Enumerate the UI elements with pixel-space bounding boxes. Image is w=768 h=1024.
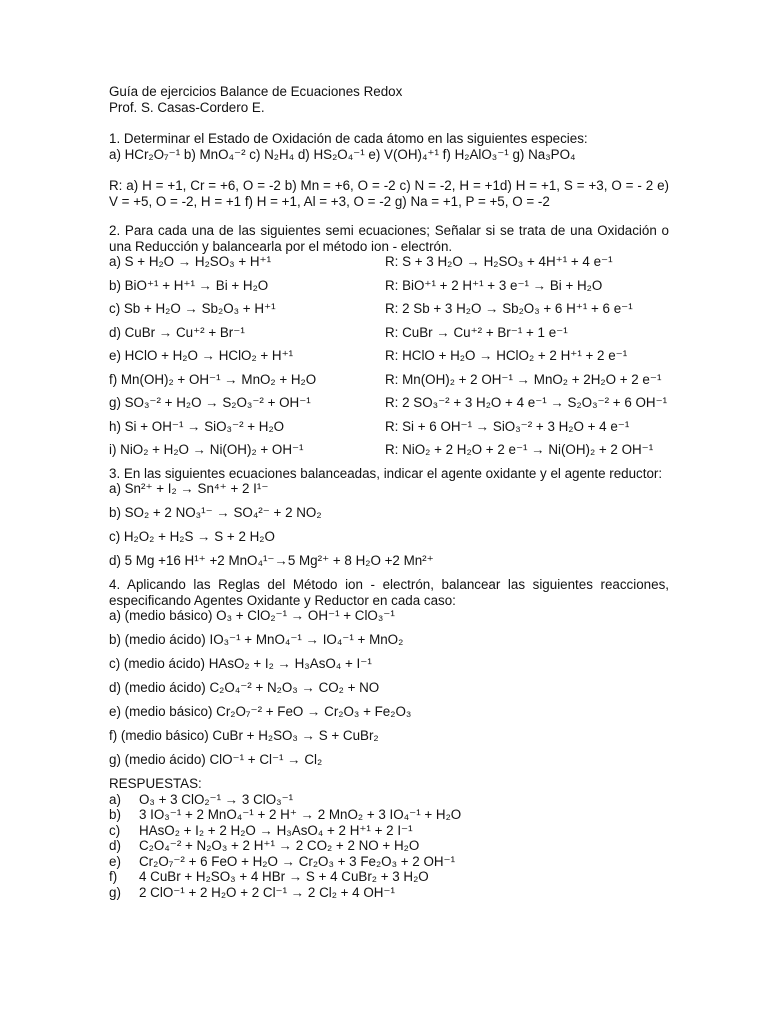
- answer-equation: 2 ClO⁻¹ + 2 H₂O + 2 Cl⁻¹ → 2 Cl₂ + 4 OH⁻¹: [139, 884, 395, 900]
- answer-row: [109, 854, 669, 870]
- balanced-equation: d) 5 Mg +16 H¹⁺ +2 MnO₄¹⁻→5 Mg²⁺ + 8 H₂O +2 Mn²⁺: [109, 553, 434, 568]
- balanced-equation: b) SO₂ + 2 NO₃¹⁻ → SO₄²⁻ + 2 NO₂: [109, 505, 322, 520]
- answer-key: b): [109, 807, 121, 822]
- half-reaction-answer: R: 2 SO₃⁻² + 3 H₂O + 4 e⁻¹ → S₂O₃⁻² + 6 OH⁻¹: [385, 395, 668, 410]
- half-reaction-answer: R: CuBr → Cu⁺² + Br⁻¹ + 1 e⁻¹: [385, 324, 568, 340]
- answer-row: [109, 885, 669, 901]
- answers-heading: RESPUESTAS:: [109, 776, 202, 791]
- half-reaction-answer: R: Mn(OH)₂ + 2 OH⁻¹ → MnO₂ + 2H₂O + 2 e⁻¹: [385, 371, 662, 387]
- answer-equation: HAsO₂ + I₂ + 2 H₂O → H₃AsO₄ + 2 H⁺¹ + 2 I⁻¹: [139, 822, 413, 838]
- half-reaction-row: [109, 254, 669, 278]
- answer-key: f): [109, 869, 118, 884]
- redox-reaction: g) (medio ácido) ClO⁻¹ + Cl⁻¹ → Cl₂: [109, 752, 323, 767]
- section-4-question: 4. Aplicando las Reglas del Método ion - electrón, balancear las siguientes reacciones, especificando Agentes Oxidante y Reductor en cada caso:: [109, 577, 669, 608]
- half-reaction-question: b) BiO⁺¹ + H⁺¹ → Bi + H₂O: [109, 277, 269, 293]
- half-reaction-question: h) Si + OH⁻¹ → SiO₃⁻² + H₂O: [109, 418, 285, 434]
- document-author: Prof. S. Casas-Cordero E.: [109, 99, 265, 115]
- half-reaction-answer: R: 2 Sb + 3 H₂O → Sb₂O₃ + 6 H⁺¹ + 6 e⁻¹: [385, 301, 633, 316]
- redox-reaction: f) (medio básico) CuBr + H₂SO₃ → S + CuBr₂: [109, 728, 379, 743]
- answer-key: e): [109, 853, 121, 869]
- redox-reaction: a) (medio básico) O₃ + ClO₂⁻¹ → OH⁻¹ + ClO₃⁻¹: [109, 608, 395, 623]
- redox-reaction: c) (medio ácido) HAsO₂ + I₂ → H₃AsO₄ + I⁻¹: [109, 656, 372, 671]
- half-reaction-question: i) NiO₂ + H₂O → Ni(OH)₂ + OH⁻¹: [109, 442, 304, 457]
- section-1-answer: R: a) H = +1, Cr = +6, O = -2 b) Mn = +6, O = -2 c) N = -2, H = +1d) H = +1, S = +3, O = - 2 e) V = +5, O = -2, H = +1 f) H = +1, Al = +3, O = -2 g) Na = +1, P = +5, O = -2: [109, 178, 669, 209]
- answer-row: [109, 823, 669, 839]
- answer-row: [109, 792, 669, 808]
- section-2-question: 2. Para cada una de las siguientes semi ecuaciones; Señalar si se trata de una Oxidación o una Reducción y balancearla por el método ion - electrón.: [109, 223, 669, 254]
- answer-row: [109, 869, 669, 885]
- half-reaction-row: [109, 278, 669, 302]
- half-reaction-answer: R: BiO⁺¹ + 2 H⁺¹ + 3 e⁻¹ → Bi + H₂O: [385, 277, 603, 293]
- answer-equation: C₂O₄⁻² + N₂O₃ + 2 H⁺¹ → 2 CO₂ + 2 NO + H₂O: [139, 838, 420, 853]
- answer-key: a): [109, 791, 121, 807]
- answer-equation: 3 IO₃⁻¹ + 2 MnO₄⁻¹ + 2 H⁺ → 2 MnO₂ + 3 IO₄⁻¹ + H₂O: [139, 807, 462, 822]
- half-reaction-row: [109, 419, 669, 443]
- redox-reaction: d) (medio ácido) C₂O₄⁻² + N₂O₃ → CO₂ + NO: [109, 680, 380, 695]
- section-1-question: 1. Determinar el Estado de Oxidación de cada átomo en las siguientes especies:: [109, 131, 588, 146]
- half-reaction-row: [109, 372, 669, 396]
- redox-reaction: b) (medio ácido) IO₃⁻¹ + MnO₄⁻¹ → IO₄⁻¹ + MnO₂: [109, 632, 404, 647]
- answer-equation: 4 CuBr + H₂SO₃ + 4 HBr → S + 4 CuBr₂ + 3 H₂O: [139, 869, 429, 884]
- answer-key: d): [109, 838, 121, 853]
- half-reaction-question: f) Mn(OH)₂ + OH⁻¹ → MnO₂ + H₂O: [109, 371, 317, 387]
- half-reaction-row: [109, 395, 669, 419]
- half-reaction-question: e) HClO + H₂O → HClO₂ + H⁺¹: [109, 348, 294, 363]
- half-reaction-question: d) CuBr → Cu⁺² + Br⁻¹: [109, 324, 245, 340]
- half-reaction-question: c) Sb + H₂O → Sb₂O₃ + H⁺¹: [109, 301, 276, 316]
- section-3-question: 3. En las siguientes ecuaciones balanceadas, indicar el agente oxidante y el agente reductor:: [109, 465, 663, 481]
- document-page: [109, 84, 669, 900]
- half-reaction-row: [109, 325, 669, 349]
- balanced-equation: c) H₂O₂ + H₂S → S + 2 H₂O: [109, 529, 275, 544]
- half-reaction-row: [109, 442, 669, 466]
- half-reaction-question: g) SO₃⁻² + H₂O → S₂O₃⁻² + OH⁻¹: [109, 395, 311, 410]
- answer-row: [109, 838, 669, 854]
- half-reaction-question: a) S + H₂O → H₂SO₃ + H⁺¹: [109, 254, 272, 269]
- half-reaction-row: [109, 301, 669, 325]
- answer-key: c): [109, 822, 121, 838]
- half-reaction-answer: R: HClO + H₂O → HClO₂ + 2 H⁺¹ + 2 e⁻¹: [385, 348, 628, 363]
- half-reaction-answer: R: Si + 6 OH⁻¹ → SiO₃⁻² + 3 H₂O + 4 e⁻¹: [385, 418, 630, 434]
- answer-equation: O₃ + 3 ClO₂⁻¹ → 3 ClO₃⁻¹: [139, 791, 294, 807]
- section-1-species: a) HCr₂O₇⁻¹ b) MnO₄⁻² c) N₂H₄ d) HS₂O₄⁻¹ e) V(OH)₄⁺¹ f) H₂AlO₃⁻¹ g) Na₃PO₄: [109, 146, 576, 162]
- half-reaction-row: [109, 348, 669, 372]
- half-reaction-answer: R: NiO₂ + 2 H₂O + 2 e⁻¹ → Ni(OH)₂ + 2 OH⁻¹: [385, 442, 654, 457]
- document-title: Guía de ejercicios Balance de Ecuaciones Redox: [109, 84, 403, 99]
- half-reaction-answer: R: S + 3 H₂O → H₂SO₃ + 4H⁺¹ + 4 e⁻¹: [385, 254, 613, 269]
- redox-reaction: e) (medio básico) Cr₂O₇⁻² + FeO → Cr₂O₃ + Fe₂O₃: [109, 704, 412, 719]
- answer-row: [109, 807, 669, 823]
- answer-equation: Cr₂O₇⁻² + 6 FeO + H₂O → Cr₂O₃ + 3 Fe₂O₃ + 2 OH⁻¹: [139, 853, 456, 869]
- balanced-equation: a) Sn²⁺ + I₂ → Sn⁴⁺ + 2 I¹⁻: [109, 481, 269, 496]
- answer-key: g): [109, 884, 121, 900]
